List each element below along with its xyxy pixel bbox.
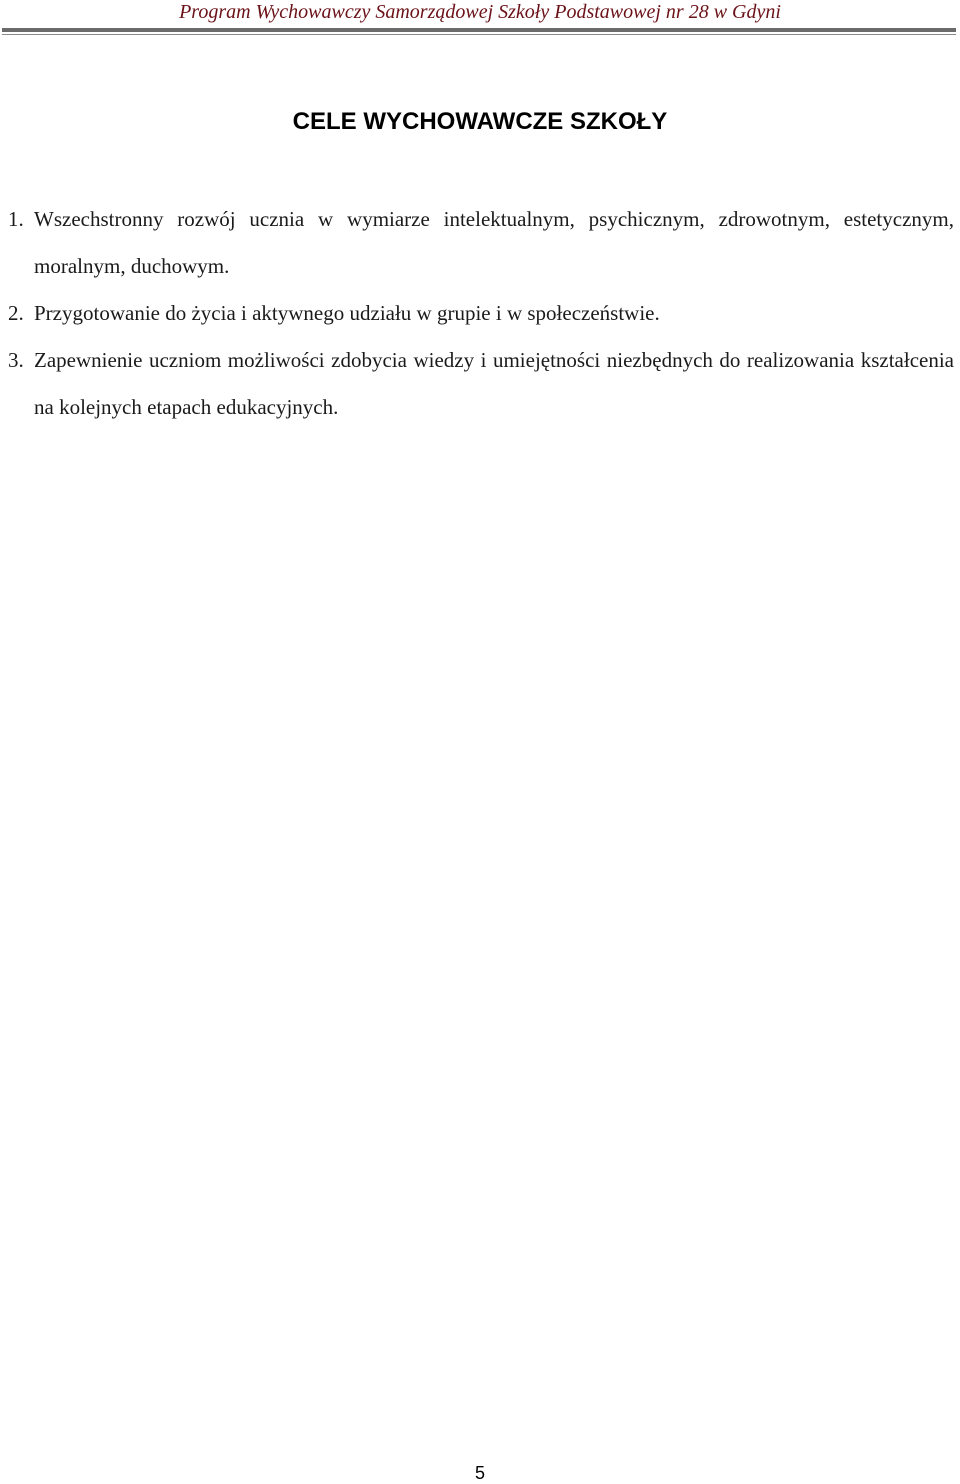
header-rule-thick	[2, 28, 956, 32]
page-number: 5	[474, 1463, 485, 1483]
goal-text: Przygotowanie do życia i aktywnego udziału w grupie i w społeczeństwie.	[34, 301, 660, 325]
goal-text: Zapewnienie uczniom możliwości zdobycia wiedzy i umiejętności niezbędnych do realizowania kształcenia na kolejnych etapach edukacyjnych.	[34, 348, 954, 419]
running-header: Program Wychowawczy Samorządowej Szkoły Podstawowej nr 28 w Gdyni	[179, 1, 781, 23]
goal-item-1	[8, 196, 954, 290]
goal-number: 1.	[8, 207, 24, 231]
goal-number: 3.	[8, 348, 24, 372]
goal-number: 2.	[8, 301, 24, 325]
goals-list	[8, 196, 954, 431]
goal-item-2	[8, 290, 954, 337]
page-title: CELE WYCHOWAWCZE SZKOŁY	[292, 108, 668, 135]
goal-item-3	[8, 337, 954, 431]
header-rule-thin	[2, 34, 956, 35]
goal-text: Wszechstronny rozwój ucznia w wymiarze intelektualnym, psychicznym, zdrowotnym, estetycznym, moralnym, duchowym.	[34, 207, 954, 278]
